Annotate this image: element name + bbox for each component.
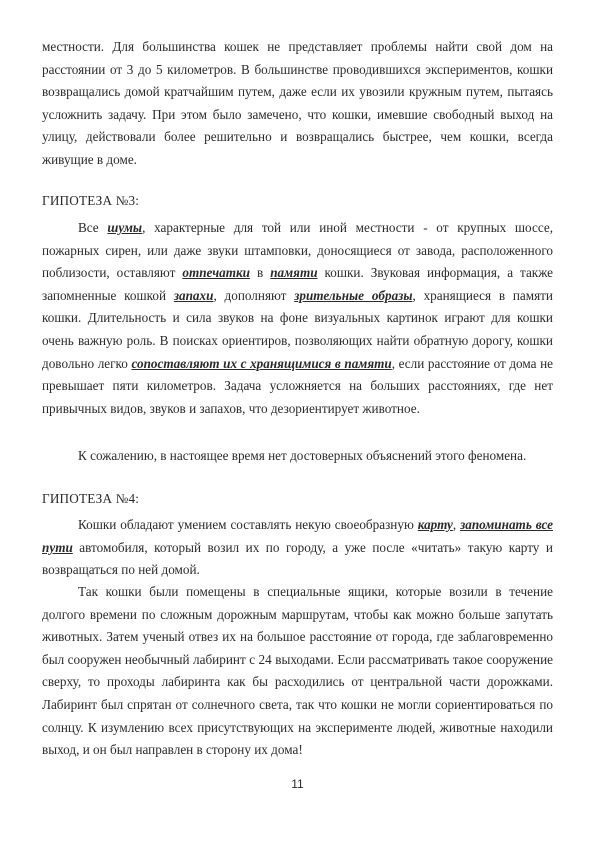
heading-hypothesis-4: ГИПОТЕЗА №4: [42,491,140,506]
emphasis-compare: сопоставляют их с хранящимися в памяти [131,355,392,371]
text-run: Кошки обладают умением составлять некую своеобразную [78,517,418,532]
emphasis-map: карту [417,517,453,532]
text-run: , дополняют [213,287,295,303]
text-run: , [452,517,461,532]
emphasis-smells: запахи [173,287,214,303]
text-run: автомобиля, который возил их по городу, а уже после «читать» такую карту и возвращаться по ней домой. [42,539,553,578]
paragraph-hypothesis-3 [42,217,553,420]
text-run: , если расстояние от дома не превышает пяти километров. Задача усложняется на больших расстояниях, где нет привычных видов, звуков и запахов, что дезориентирует животное. [42,355,554,416]
heading-hypothesis-3: ГИПОТЕЗА №3: [42,193,140,208]
paragraph-conclusion: К сожалению, в настоящее время нет достоверных объяснений этого феномена. [78,448,527,463]
text-run: кошки. Звуковая информация, а также запомненные кошкой [42,265,553,303]
text-run: , характерные для той или иной местности - от крупных шоссе, пожарных сирен, или даже звуки штамповки, доносящиеся от завода, расположенного поблизости, оставляют [42,220,553,281]
text-run: в [250,265,271,281]
paragraph-hypothesis-4 [42,514,553,582]
page-number: 11 [291,777,304,791]
emphasis-memory: памяти [270,265,318,281]
emphasis-visual-images: зрительные образы [294,287,413,303]
emphasis-noise: шумы [107,220,143,235]
emphasis-remember-paths: запоминать все пути [42,517,554,555]
text-run: , хранящиеся в памяти кошки. Длительность и сила звуков на фоне визуальных картинок играют для кошки очень важную роль. В поисках ориентиров, позволяющих найти обратную дорогу, кошки довольно легко [42,287,553,371]
paragraph-experiment: Так кошки были помещены в специальные ящики, которые возили в течение долгого времени по сложным дорожным маршрутам, чтобы как можно больше запутать животных. Затем ученый отвез их на большое расстояние от города, где заблаговременно был сооружен необычный лабиринт с 24 выходами. Если рассматривать такое сооружение сверху, то проходы лабиринта как бы расходились от центральной части дорожками. Лабиринт был спрятан от солнечного света, так что кошки не могли сориентироваться по солнцу. К изумлению всех присутствующих на эксперименте людей, животные находили выход, и он был направлен в сторону их дома! [42,584,553,758]
emphasis-imprints: отпечатки [182,265,251,281]
text-run: Все [78,220,108,235]
paragraph-intro: местности. Для большинства кошек не представляет проблемы найти свой дом на расстоянии от 3 до 5 километров. В большинстве проводившихся экспериментов, кошки возвращались домой кратчайшим путем, даже если их увозили кружным путем, пытаясь усложнить задачу. При этом было замечено, что кошки, имевшие свободный выход на улицу, действовали более решительно и возвращались быстрее, чем кошки, всегда живущие в доме. [42,39,553,167]
